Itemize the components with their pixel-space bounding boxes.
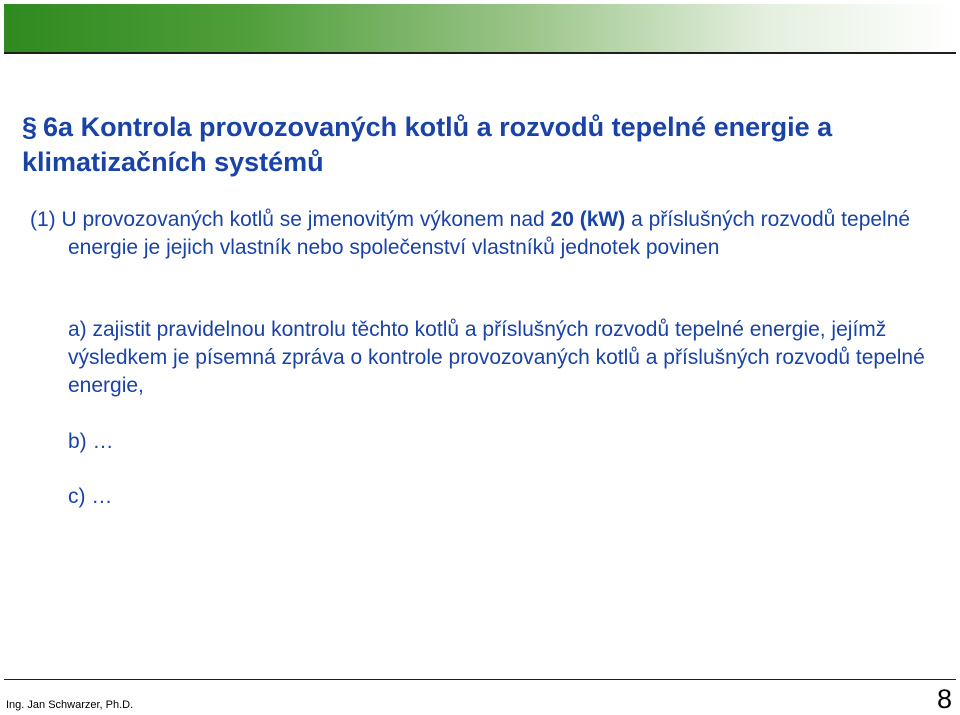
slide-title: § 6a Kontrola provozovaných kotlů a rozvodů tepelné energie a klimatizačních systémů <box>22 112 833 177</box>
page-number: 8 <box>936 684 952 714</box>
paragraph-c: c) … <box>68 485 113 508</box>
section-bullet-icon: § <box>22 112 38 142</box>
paragraph-b: b) … <box>68 430 114 453</box>
footer-author: Ing. Jan Schwarzer, Ph.D. <box>6 699 134 711</box>
header-divider <box>4 52 956 54</box>
footer-divider <box>4 679 956 680</box>
header-gradient-bar <box>4 4 956 52</box>
paragraph-a: a) zajistit pravidelnou kontrolu těchto kotlů a příslušných rozvodů tepelné energie, jejímž výsledkem je písemná zpráva o kontrole provozovaných kotlů a příslušných rozvodů tepelné energie, <box>68 318 925 397</box>
paragraph-1: (1) U provozovaných kotlů se jmenovitým výkonem nad 20 (kW) a příslušných rozvodů tepelné energie je jejich vlastník nebo společenství vlastníků jednotek povinen <box>30 208 911 259</box>
power-threshold: 20 (kW) <box>550 208 626 231</box>
